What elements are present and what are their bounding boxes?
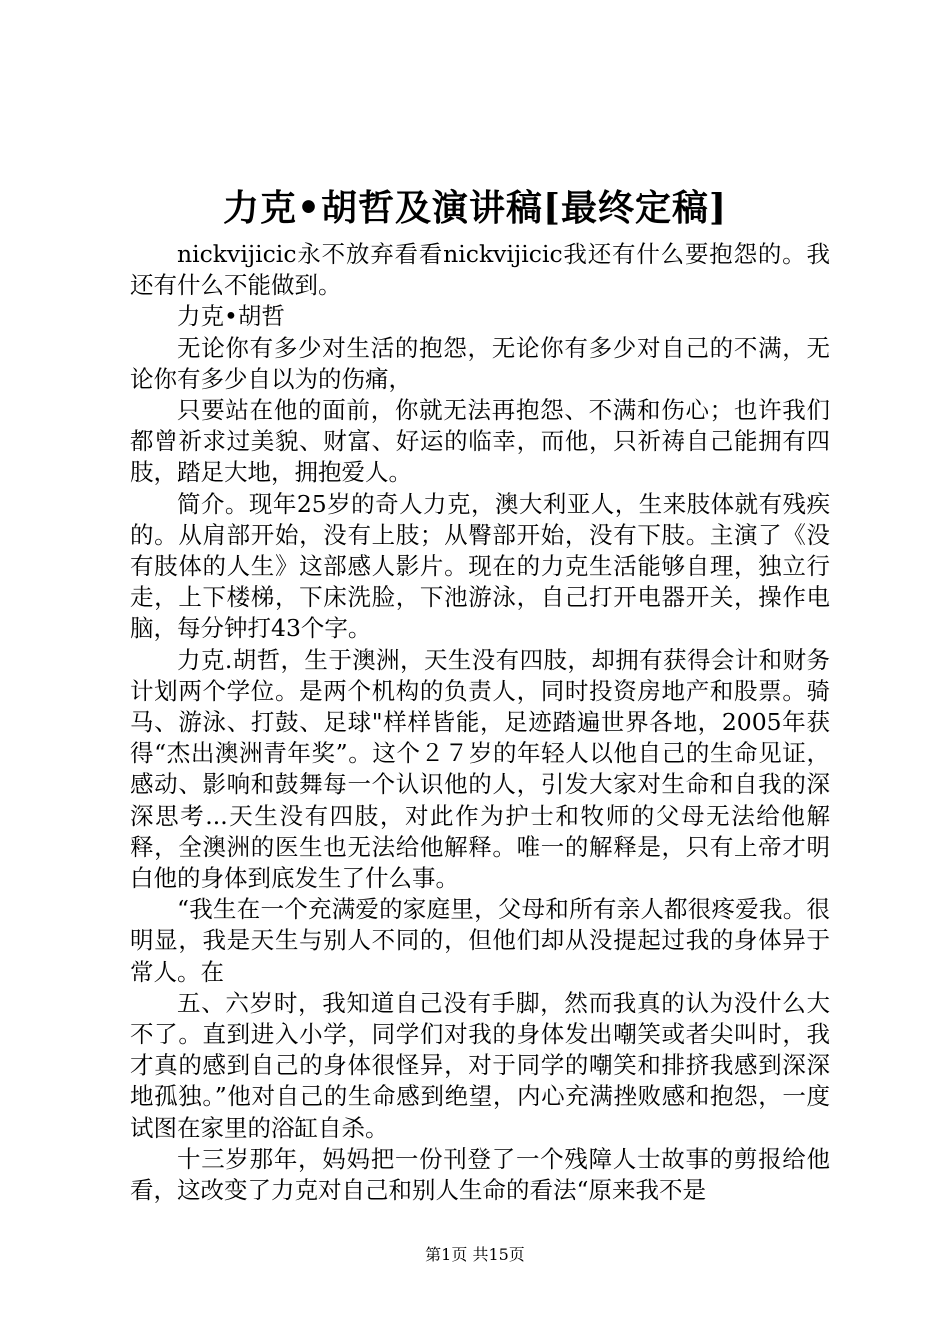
paragraph: 五、六岁时，我知道自己没有手脚，然而我真的认为没什么大不了。直到进入小学，同学们对我的身体发出嘲笑或者尖叫时，我才真的感到自己的身体很怪异，对于同学的嘲笑和排挤我感到深深地孤独。”他对自己的生命感到绝望，内心充满挫败感和抱怨，一度试图在家里的浴缸自杀。 <box>130 988 830 1142</box>
paragraph: 无论你有多少对生活的抱怨，无论你有多少对自己的不满，无论你有多少自以为的伤痛， <box>130 333 830 393</box>
paragraph: 力克.胡哲，生于澳洲，天生没有四肢，却拥有获得会计和财务计划两个学位。是两个机构的负责人，同时投资房地产和股票。骑马、游泳、打鼓、足球"样样皆能，足迹踏遍世界各地，2005年获得“杰出澳洲青年奖”。这个２７岁的年轻人以他自己的生命见证，感动、影响和鼓舞每一个认识他的人，引发大家对生命和自我的深深思考...天生没有四肢，对此作为护士和牧师的父母无法给他解释，全澳洲的医生也无法给他解释。唯一的解释是，只有上帝才明白他的身体到底发生了什么事。 <box>130 645 830 893</box>
document-title: 力克•胡哲及演讲稿[最终定稿] <box>222 187 728 229</box>
page-footer: 第1页 共15页 <box>425 1245 525 1264</box>
paragraph: “我生在一个充满爱的家庭里，父母和所有亲人都很疼爱我。很明显，我是天生与别人不同的，但他们却从没提起过我的身体异于常人。在 <box>130 895 830 986</box>
document-body <box>130 239 830 1206</box>
paragraph: 十三岁那年，妈妈把一份刊登了一个残障人士故事的剪报给他看，这改变了力克对自己和别人生命的看法“原来我不是 <box>130 1144 830 1205</box>
paragraph: 只要站在他的面前，你就无法再抱怨、不满和伤心；也许我们都曾祈求过美貌、财富、好运的临幸，而他，只祈祷自己能拥有四肢，踏足大地，拥抱爱人。 <box>130 396 830 487</box>
paragraph: 力克•胡哲 <box>177 302 285 331</box>
paragraph: 简介。现年25岁的奇人力克，澳大利亚人，生来肢体就有残疾的。从肩部开始，没有上肢；从臀部开始，没有下肢。主演了《没有肢体的人生》这部感人影片。现在的力克生活能够自理，独立行走，上下楼梯，下床洗脸，下池游泳，自己打开电器开关，操作电脑，每分钟打43个字。 <box>130 489 830 643</box>
paragraph: nickvijicic永不放弃看看nickvijicic我还有什么要抱怨的。我还有什么不能做到。 <box>130 240 830 300</box>
